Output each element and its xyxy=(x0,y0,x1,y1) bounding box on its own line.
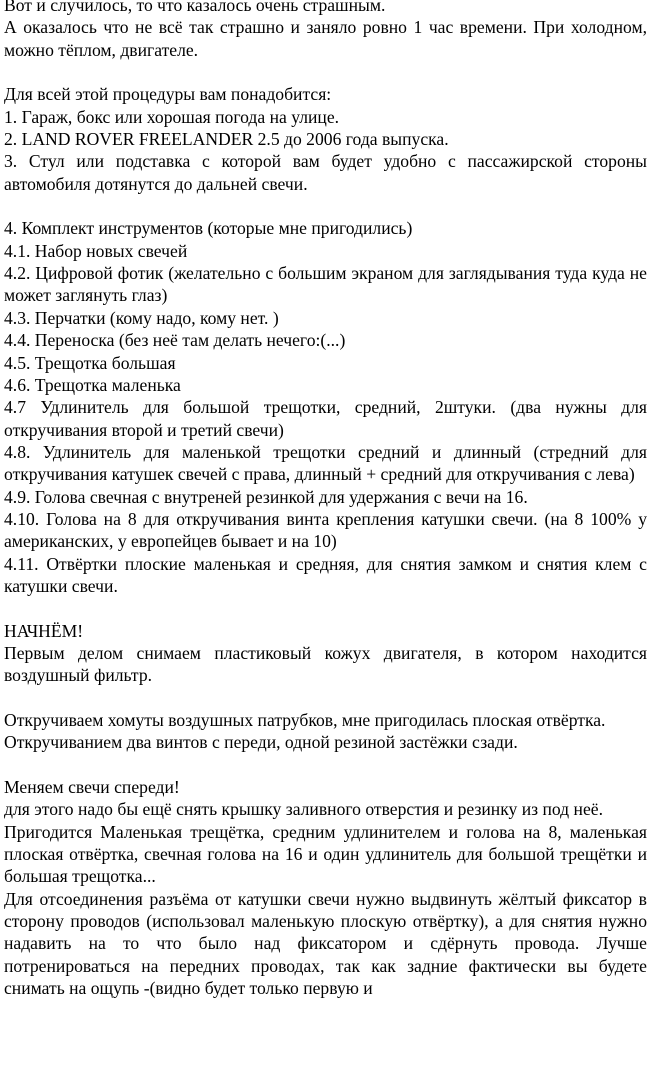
list-item-3: 3. Стул или подставка с которой вам будет удобно с пассажирской стороны автомобиля дотянутся до дальней свечи. xyxy=(4,151,647,194)
paragraph-intro-1: Вот и случилось, то что казалось очень страшным. xyxy=(4,0,386,15)
list-item-4-2: 4.2. Цифровой фотик (желательно с большим экраном для заглядывания туда куда не может заглянуть глаз) xyxy=(4,263,647,306)
paragraph-gap xyxy=(4,754,647,776)
paragraph-step-4: для этого надо бы ещё снять крышку заливного отверстия и резинку из под неё. xyxy=(4,799,603,820)
list-item-4-3: 4.3. Перчатки (кому надо, кому нет. ) xyxy=(4,307,279,328)
paragraph-gap xyxy=(4,195,647,217)
list-item-4-8: 4.8. Удлинитель для маленькой трещотки средний и длинный (стредний для откручивания катушек свечей с права, длинный + средний для откручивания с лева) xyxy=(4,441,647,485)
paragraph-step-3: Откручиванием два винтов с переди, одной резиной застёжки сзади. xyxy=(4,732,518,753)
paragraph-step-6: Для отсоединения разъёма от катушки свечи нужно выдвинуть жёлтый фиксатор в сторону проводов (использовал маленькую плоскую отвёртку), а для снятия нужно надавить на то что было над фиксатором и сдёрнуть провода. Лучше потренироваться на передних проводах, так как задние фактически вы будете снимать на ощупь -(видно будет только первую и xyxy=(4,888,647,999)
list-item-4-10: 4.10. Голова на 8 для откручивания винта крепления катушки свечи. (на 8 100% у американских, у европейцев бывает и на 10) xyxy=(4,508,647,552)
section-heading-start: НАЧНЁМ! xyxy=(4,620,84,641)
paragraph-gap xyxy=(4,687,647,709)
list-item-4-7: 4.7 Удлинитель для большой трещотки, средний, 2штуки. (два нужны для откручивания второй и третий свечи) xyxy=(4,397,647,440)
list-item-4: 4. Комплект инструментов (которые мне пригодились) xyxy=(4,218,413,239)
paragraph-gap xyxy=(4,597,647,619)
section-heading-front-plugs: Меняем свечи спереди! xyxy=(4,777,180,798)
list-item-4-11: 4.11. Отвёртки плоские маленькая и средняя, для снятия замком и снятия клем с катушки свечи. xyxy=(4,553,647,596)
document-body xyxy=(4,0,647,999)
paragraph-step-5: Пригодится Маленькая трещётка, средним удлинителем и голова на 8, маленькая плоская отвёртка, свечная голова на 16 и один удлинитель для большой трещётки и большая трещотка... xyxy=(4,821,647,887)
list-item-4-4: 4.4. Переноска (без неё там делать нечего:(...) xyxy=(4,330,346,351)
paragraph-gap xyxy=(4,61,647,83)
list-item-2: 2. LAND ROVER FREELANDER 2.5 до 2006 года выпуска. xyxy=(4,129,449,150)
paragraph-requirements-heading: Для всей этой процедуры вам понадобится: xyxy=(4,84,332,105)
paragraph-intro-2: А оказалось что не всё так страшно и заняло ровно 1 час времени. При холодном, можно тёплом, двигателе. xyxy=(4,17,647,60)
paragraph-step-1: Первым делом снимаем пластиковый кожух двигателя, в котором находится воздушный фильтр. xyxy=(4,642,647,686)
list-item-4-6: 4.6. Трещотка маленька xyxy=(4,374,181,395)
paragraph-step-2: Откручиваем хомуты воздушных патрубков, мне пригодилась плоская отвёртка. xyxy=(4,710,606,730)
list-item-4-1: 4.1. Набор новых свечей xyxy=(4,240,188,261)
list-item-4-9: 4.9. Голова свечная с внутреней резинкой для удержания с вечи на 16. xyxy=(4,486,528,507)
list-item-1: 1. Гараж, бокс или хорошая погода на улице. xyxy=(4,106,340,127)
list-item-4-5: 4.5. Трещотка большая xyxy=(4,352,176,373)
